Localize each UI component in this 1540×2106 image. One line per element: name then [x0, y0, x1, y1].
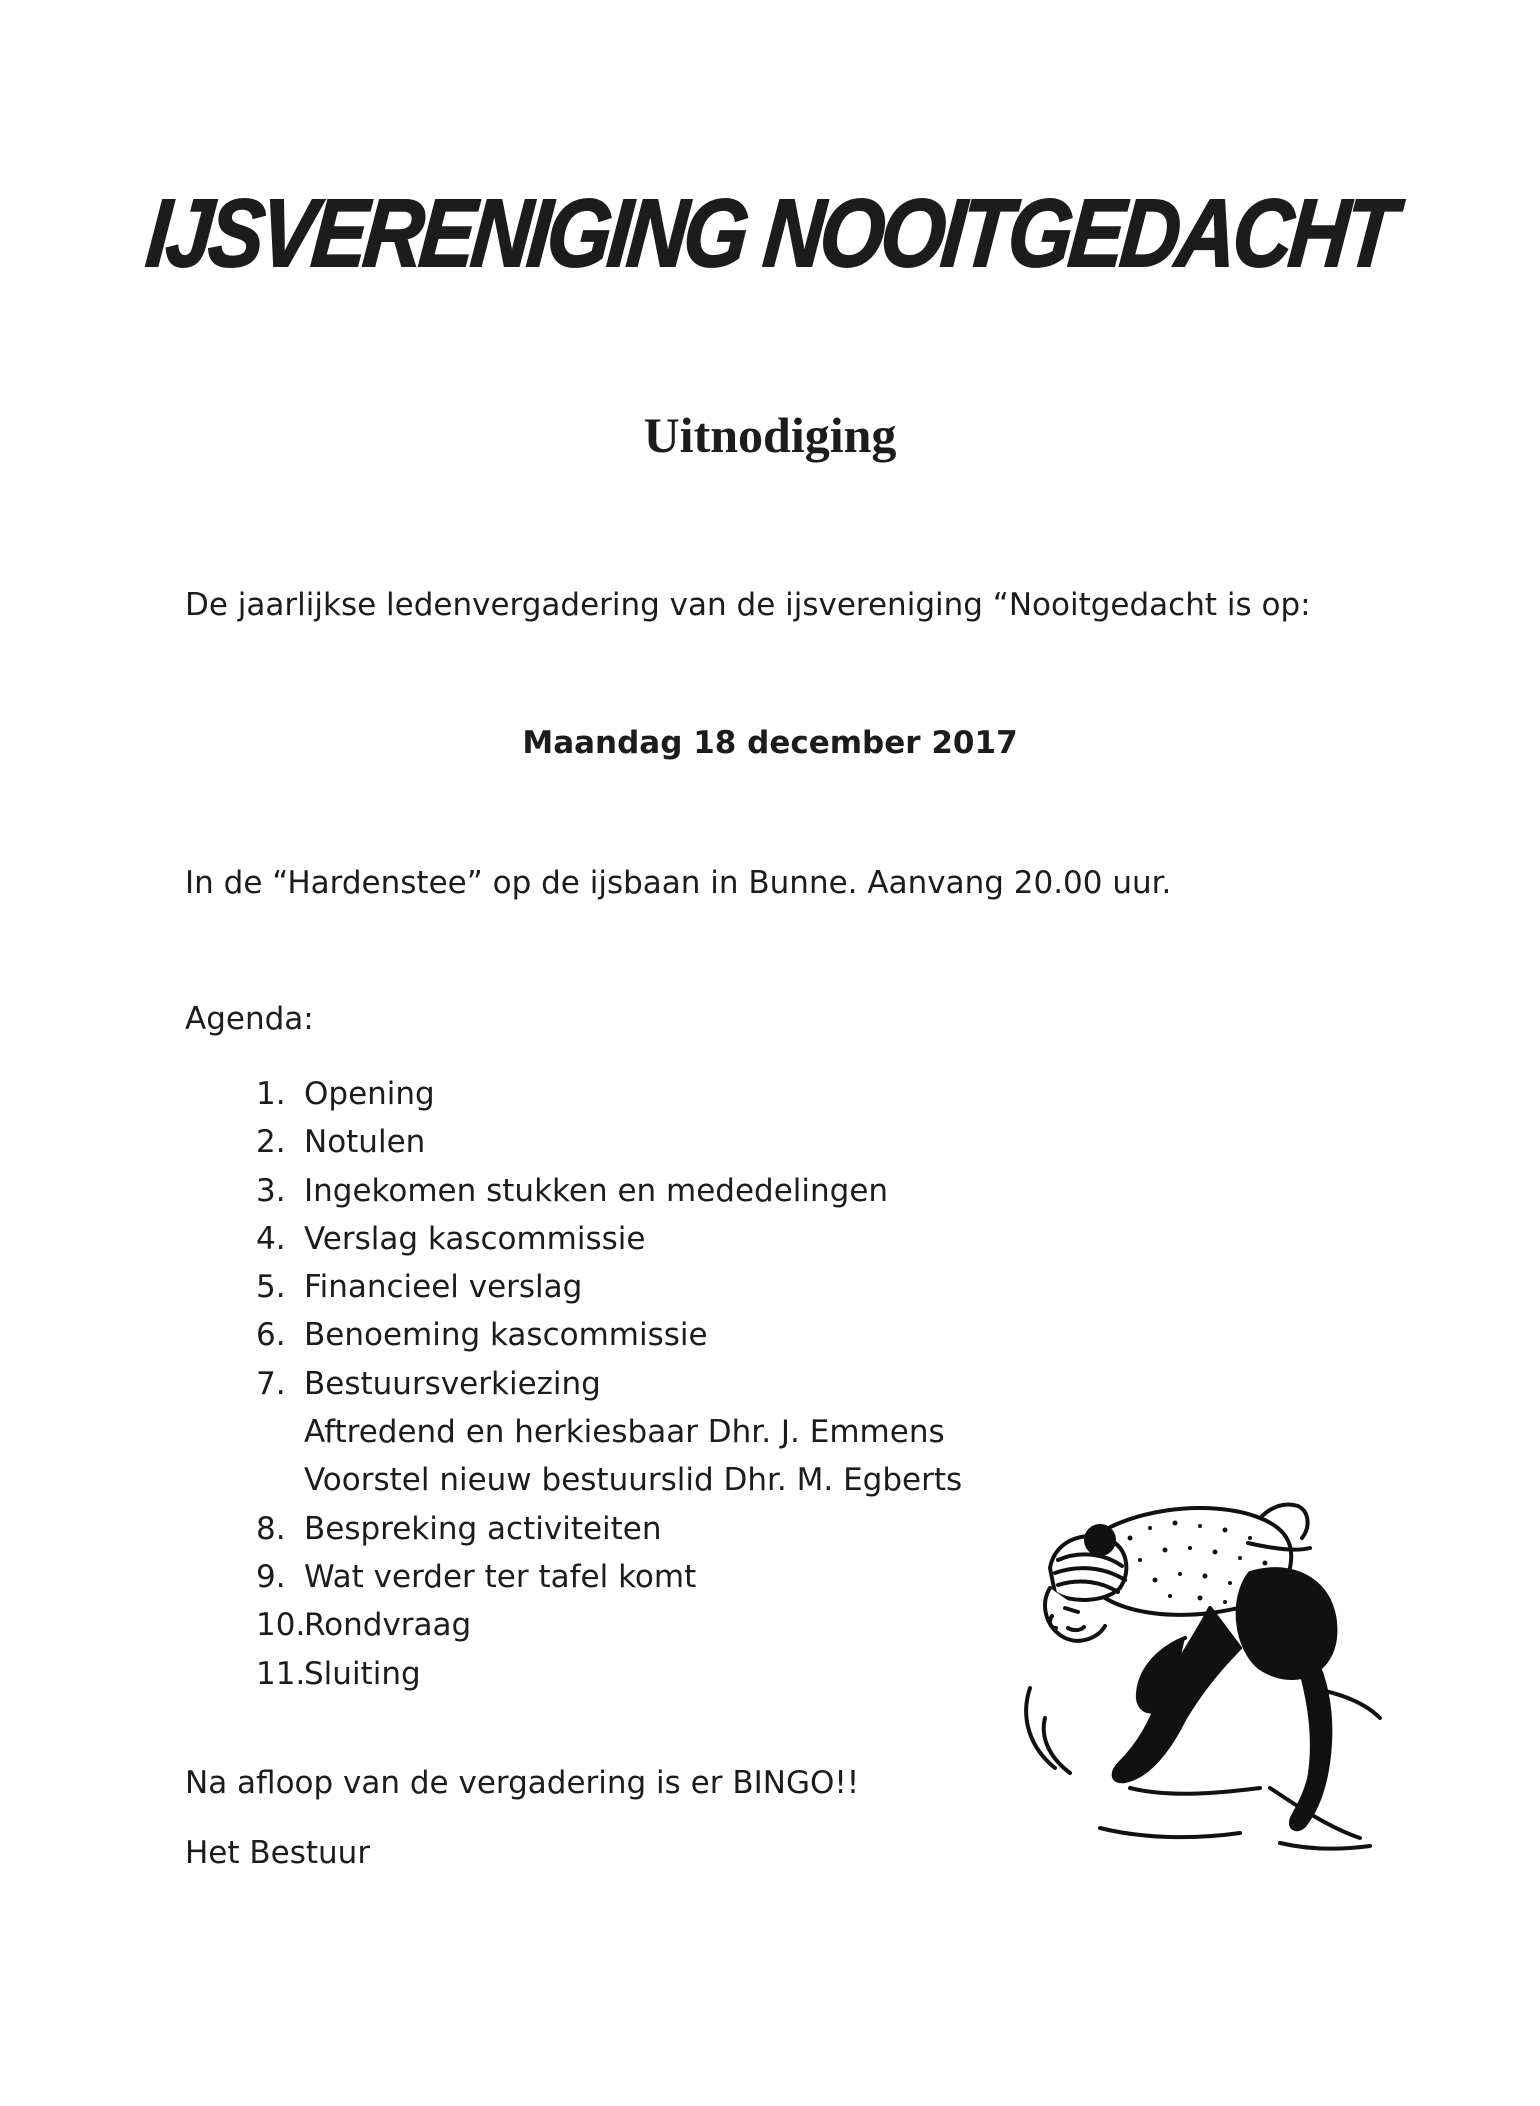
- agenda-item: [256, 1553, 962, 1601]
- agenda-label-text: Ingekomen stukken en mededelingen: [304, 1172, 889, 1209]
- ice-skater-illustration: [1010, 1488, 1390, 1868]
- agenda-number: 3.: [256, 1172, 286, 1209]
- agenda-label-text: Sluiting: [304, 1655, 421, 1692]
- agenda-number: 5.: [256, 1269, 286, 1306]
- agenda-number: 11.: [256, 1655, 306, 1692]
- agenda-label-text: Bestuursverkiezing: [304, 1365, 601, 1402]
- agenda-number: 1.: [256, 1076, 286, 1112]
- agenda-item: [256, 1311, 962, 1359]
- meeting-location: In de “Hardenstee” op de ijsbaan in Bunne. Aanvang 20.00 uur.: [185, 865, 1172, 901]
- agenda-number: 4.: [256, 1220, 286, 1257]
- agenda-label-text: Notulen: [304, 1124, 426, 1161]
- agenda-number: 9.: [256, 1558, 286, 1595]
- agenda-item: [256, 1263, 962, 1311]
- agenda-number: 6.: [256, 1317, 286, 1354]
- agenda-label-text: Verslag kascommissie: [304, 1220, 646, 1257]
- signature: Het Bestuur: [185, 1835, 371, 1871]
- agenda-item: [256, 1070, 962, 1118]
- closing-remark: Na afloop van de vergadering is er BINGO!!: [185, 1765, 860, 1801]
- agenda-number: 7.: [256, 1365, 286, 1402]
- agenda-item: [256, 1601, 962, 1649]
- intro-text: De jaarlijkse ledenvergadering van de ijsvereniging “Nooitgedacht is op:: [185, 587, 1311, 623]
- agenda-number: 8.: [256, 1510, 286, 1547]
- agenda-item: [256, 1167, 962, 1215]
- agenda-item: [256, 1650, 962, 1698]
- document-title: Uitnodiging: [643, 407, 897, 463]
- agenda-number: 2.: [256, 1124, 286, 1161]
- agenda-item: [256, 1360, 962, 1408]
- agenda-label: Agenda:: [185, 1001, 314, 1037]
- agenda-list: [256, 1070, 962, 1698]
- meeting-date: Maandag 18 december 2017: [522, 725, 1018, 761]
- agenda-label-text: Opening: [304, 1076, 435, 1112]
- agenda-label-text: Wat verder ter tafel komt: [304, 1558, 697, 1595]
- agenda-subitem: Voorstel nieuw bestuurslid Dhr. M. Egberts: [304, 1462, 963, 1499]
- agenda-label-text: Benoeming kascommissie: [304, 1317, 708, 1354]
- agenda-label-text: Rondvraag: [304, 1607, 472, 1644]
- agenda-subitem: Aftredend en herkiesbaar Dhr. J. Emmens: [304, 1414, 945, 1451]
- agenda-item: [256, 1118, 962, 1166]
- agenda-number: 10.: [256, 1607, 306, 1644]
- agenda-label-text: Bespreking activiteiten: [304, 1510, 662, 1547]
- agenda-label-text: Financieel verslag: [304, 1269, 583, 1306]
- organization-title: IJSVERENIGING NOOITGEDACHT: [142, 180, 1398, 287]
- agenda-item: [256, 1505, 962, 1553]
- agenda-item: [256, 1215, 962, 1263]
